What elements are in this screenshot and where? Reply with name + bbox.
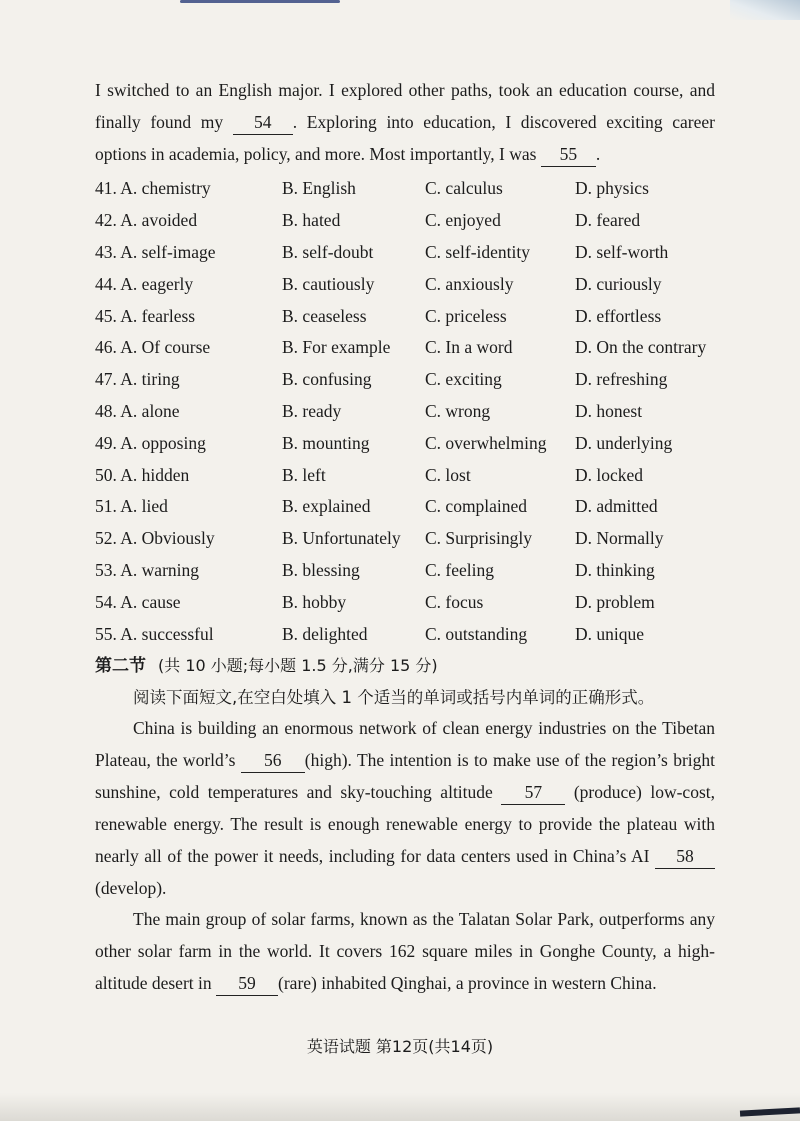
option-b: B. English bbox=[282, 178, 356, 199]
option-d: D. Normally bbox=[575, 528, 664, 549]
option-b: B. ceaseless bbox=[282, 305, 367, 326]
option-b: B. blessing bbox=[282, 559, 360, 580]
option-c: C. feeling bbox=[425, 559, 495, 580]
passage-line: and finally found my bbox=[95, 80, 715, 132]
option-d: D. refreshing bbox=[575, 369, 668, 390]
passage-continuation bbox=[95, 74, 715, 170]
option-a: 46. A. Of course bbox=[95, 337, 211, 358]
option-a: 43. A. self-image bbox=[95, 241, 216, 262]
option-d: D. effortless bbox=[575, 305, 662, 326]
section-instruction: 阅读下面短文,在空白处填入 1 个适当的单词或括号内单词的正确形式。 bbox=[133, 688, 655, 707]
option-d: D. honest bbox=[575, 400, 643, 421]
passage-text: (rare) inhabited Qinghai, a province in western China. bbox=[278, 973, 657, 993]
blank-58: 58 bbox=[655, 844, 715, 869]
option-row bbox=[95, 237, 735, 269]
option-row bbox=[95, 586, 735, 618]
option-a: 55. A. successful bbox=[95, 623, 214, 644]
passage-text: (high). The intention is to make use of the region’s bright sunshine, cold temperatures and sky-touching altitude bbox=[95, 750, 716, 802]
option-b: B. left bbox=[282, 464, 326, 485]
answer-options bbox=[95, 173, 735, 650]
option-a: 47. A. tiring bbox=[95, 369, 180, 390]
option-row bbox=[95, 491, 735, 523]
option-c: C. Surprisingly bbox=[425, 528, 532, 549]
option-b: B. cautiously bbox=[282, 273, 375, 294]
passage-line: I switched to an English major. I explored other paths, took an education course, bbox=[95, 80, 684, 100]
option-d: D. underlying bbox=[575, 432, 673, 453]
section-note: (共 10 小题;每小题 1.5 分,满分 15 分) bbox=[158, 656, 438, 675]
option-c: C. wrong bbox=[425, 400, 491, 421]
option-a: 50. A. hidden bbox=[95, 464, 190, 485]
option-b: B. explained bbox=[282, 496, 371, 517]
option-a: 54. A. cause bbox=[95, 591, 181, 612]
passage-text: The main group of solar farms, known as the Talatan Solar Park, outperforms any other solar farm in the world. It covers 162 square miles in Gonghe County, a high-altitude desert in bbox=[95, 909, 715, 993]
option-a: 41. A. chemistry bbox=[95, 178, 211, 199]
blank-55: 55 bbox=[541, 142, 596, 167]
option-c: C. overwhelming bbox=[425, 432, 547, 453]
option-b: B. For example bbox=[282, 337, 391, 358]
passage-paragraph-1 bbox=[95, 712, 715, 904]
option-b: B. hated bbox=[282, 210, 341, 231]
option-a: 44. A. eagerly bbox=[95, 273, 194, 294]
option-b: B. ready bbox=[282, 400, 342, 421]
option-c: C. calculus bbox=[425, 178, 503, 199]
option-c: C. outstanding bbox=[425, 623, 528, 644]
section-heading bbox=[95, 651, 438, 676]
option-d: D. unique bbox=[575, 623, 645, 644]
option-c: C. self-identity bbox=[425, 241, 530, 262]
option-row bbox=[95, 618, 735, 650]
option-c: C. enjoyed bbox=[425, 210, 501, 231]
option-row bbox=[95, 459, 735, 491]
option-row bbox=[95, 427, 735, 459]
section-title: 第二节 bbox=[95, 656, 146, 676]
option-row bbox=[95, 205, 735, 237]
option-b: B. Unfortunately bbox=[282, 528, 401, 549]
option-c: C. complained bbox=[425, 496, 528, 517]
option-b: B. delighted bbox=[282, 623, 368, 644]
option-d: D. problem bbox=[575, 591, 655, 612]
option-a: 45. A. fearless bbox=[95, 305, 196, 326]
option-a: 42. A. avoided bbox=[95, 210, 198, 231]
blank-57: 57 bbox=[501, 780, 565, 805]
option-a: 52. A. Obviously bbox=[95, 528, 215, 549]
option-row bbox=[95, 332, 735, 364]
option-c: C. exciting bbox=[425, 369, 502, 390]
scan-edge-top bbox=[180, 0, 340, 3]
option-c: C. anxiously bbox=[425, 273, 514, 294]
passage-text: (produce) low-cost, renewable energy. The result is enough renewable energy to provide the plateau with nearly all of the power it needs, including for data centers used in China’s AI bbox=[95, 782, 715, 866]
option-d: D. thinking bbox=[575, 559, 655, 580]
option-row bbox=[95, 364, 735, 396]
passage-paragraph-2 bbox=[95, 903, 715, 999]
option-c: C. focus bbox=[425, 591, 484, 612]
option-d: D. curiously bbox=[575, 273, 662, 294]
option-a: 49. A. opposing bbox=[95, 432, 206, 453]
option-a: 48. A. alone bbox=[95, 400, 180, 421]
option-d: D. admitted bbox=[575, 496, 658, 517]
option-a: 53. A. warning bbox=[95, 559, 200, 580]
option-c: C. In a word bbox=[425, 337, 513, 358]
option-c: C. priceless bbox=[425, 305, 507, 326]
option-b: B. hobby bbox=[282, 591, 347, 612]
option-row bbox=[95, 173, 735, 205]
option-b: B. confusing bbox=[282, 369, 372, 390]
option-row bbox=[95, 268, 735, 300]
option-d: D. feared bbox=[575, 210, 641, 231]
option-d: D. locked bbox=[575, 464, 644, 485]
option-d: D. On the contrary bbox=[575, 337, 707, 358]
option-row bbox=[95, 396, 735, 428]
option-b: B. self-doubt bbox=[282, 241, 374, 262]
option-c: C. lost bbox=[425, 464, 471, 485]
option-d: D. self-worth bbox=[575, 241, 669, 262]
blank-54: 54 bbox=[233, 110, 293, 135]
option-row bbox=[95, 300, 735, 332]
passage-line: career options in academia, policy, and more. Most importantly, I was bbox=[95, 112, 715, 164]
scan-corner bbox=[730, 0, 800, 20]
option-row bbox=[95, 523, 735, 555]
option-row bbox=[95, 555, 735, 587]
passage-line: . Exploring into education, I discovered exciting bbox=[292, 112, 663, 132]
passage-line: . bbox=[595, 144, 601, 164]
blank-56: 56 bbox=[241, 748, 305, 773]
passage-text: China is building an enormous network of clean energy industries on the Tibetan Plateau, the world’s bbox=[95, 718, 715, 770]
page-footer: 英语试题 第12页(共14页) bbox=[306, 1037, 494, 1056]
option-a: 51. A. lied bbox=[95, 496, 168, 517]
blank-59: 59 bbox=[216, 971, 278, 996]
option-d: D. physics bbox=[575, 178, 649, 199]
scan-shadow bbox=[0, 1093, 800, 1121]
passage-text: (develop). bbox=[95, 878, 167, 898]
option-b: B. mounting bbox=[282, 432, 370, 453]
